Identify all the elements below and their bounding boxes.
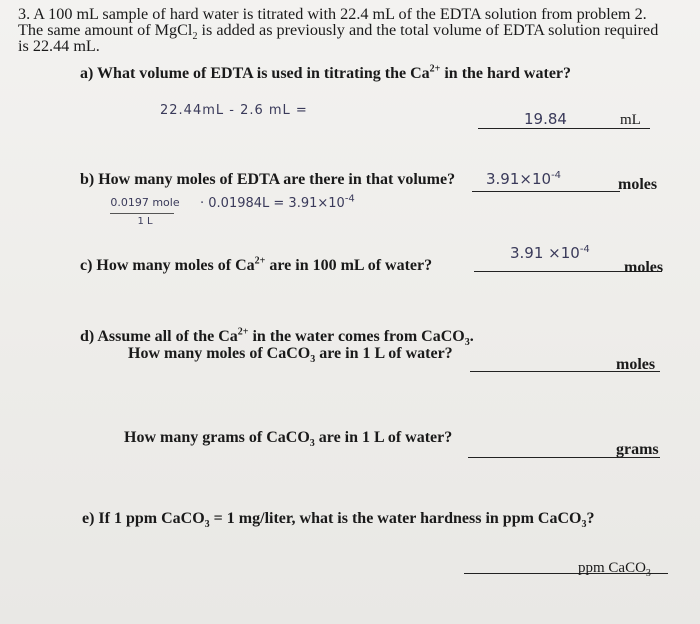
question-d-line-1-subscript: 3 <box>464 337 470 349</box>
question-e-text-b: = 1 mg/liter, what is the water hardness in ppm CaCO <box>209 510 582 527</box>
question-c-answer <box>510 244 590 262</box>
question-d-line-3-text-b: are in 1 L of water? <box>314 429 453 446</box>
question-a-text: a) What volume of EDTA is used in titrating the Ca <box>80 65 430 82</box>
question-d-line-1-text-c: . <box>469 328 474 345</box>
question-a-label <box>80 63 572 82</box>
question-e-label <box>82 510 595 531</box>
intro-line-3 <box>18 38 100 54</box>
question-b-work-exponent: -4 <box>344 193 355 205</box>
question-a-answer-line <box>478 128 650 129</box>
intro-line-1-text: 3. A 100 mL sample of hard water is titrated with 22.4 mL of the EDTA solution from problem 2. <box>18 5 647 23</box>
question-b-fraction-bar <box>110 213 174 214</box>
question-e-subscript-2: 3 <box>581 519 587 531</box>
question-d-line-2-text-a: How many moles of CaCO <box>128 345 311 362</box>
question-c-superscript: 2+ <box>254 255 266 267</box>
question-b-work-rest-text: · 0.01984L = 3.91×10 <box>200 196 345 211</box>
question-e-subscript-1: 3 <box>204 519 210 531</box>
intro-line-2-text-b: is added as previously and the total volume of EDTA solution required <box>197 21 659 39</box>
question-d-line-1-text-a: d) Assume all of the Ca <box>80 328 238 345</box>
question-d-grams-unit: grams <box>616 441 659 458</box>
question-d-line-2 <box>128 345 453 366</box>
question-d-line-3-text-a: How many grams of CaCO <box>124 429 310 446</box>
question-d-line-2-subscript: 3 <box>310 354 316 366</box>
question-b-answer-exponent: -4 <box>551 170 562 181</box>
question-b-answer-text: 3.91×10 <box>486 170 552 188</box>
question-d-moles-unit: moles <box>616 356 656 373</box>
question-a-superscript: 2+ <box>429 63 441 75</box>
question-e-text-a: e) If 1 ppm CaCO <box>82 510 205 527</box>
question-e-unit-subscript: 3 <box>645 568 651 579</box>
question-e-unit-text: ppm CaCO <box>578 560 646 576</box>
question-b-answer-line <box>472 191 620 192</box>
intro-line-1 <box>18 6 647 22</box>
intro-line-2-subscript: 2 <box>192 31 198 43</box>
intro-line-2-text-a: The same amount of MgCl <box>18 21 193 39</box>
question-e-unit <box>578 560 651 579</box>
question-b-label <box>80 172 455 188</box>
intro-line-2 <box>18 21 659 43</box>
question-c-text: c) How many moles of Ca <box>80 257 255 274</box>
question-a-answer: 19.84 <box>524 110 567 128</box>
question-d-line-1-text-b: in the water comes from CaCO <box>248 328 465 345</box>
question-a-work: 22.44mL - 2.6 mL = <box>160 103 308 118</box>
question-d-line-1 <box>80 326 474 349</box>
question-c-text-end: are in 100 mL of water? <box>265 257 433 274</box>
question-c-answer-exponent: -4 <box>579 244 590 255</box>
question-b-unit: moles <box>618 176 658 193</box>
question-b-work-rest <box>200 193 355 211</box>
question-d-line-2-text-b: are in 1 L of water? <box>315 345 453 362</box>
question-d-line-1-superscript: 2+ <box>237 326 249 338</box>
question-a-unit: mL <box>620 112 641 128</box>
question-c-unit: moles <box>624 259 664 276</box>
question-a-text-end: in the hard water? <box>440 65 572 82</box>
question-d-line-3-subscript: 3 <box>309 438 315 450</box>
question-c-label <box>80 255 433 274</box>
question-b-work-numerator: 0.0197 mole <box>110 196 180 209</box>
question-c-answer-text: 3.91 ×10 <box>510 244 580 262</box>
question-b-answer <box>486 170 561 188</box>
question-b-work-denominator: 1 L <box>137 216 153 227</box>
question-d-line-3 <box>124 429 453 450</box>
intro-line-3-text: is 22.44 mL. <box>18 37 100 55</box>
question-b-text: b) How many moles of EDTA are there in that volume? <box>80 171 456 188</box>
question-e-text-c: ? <box>586 510 595 527</box>
